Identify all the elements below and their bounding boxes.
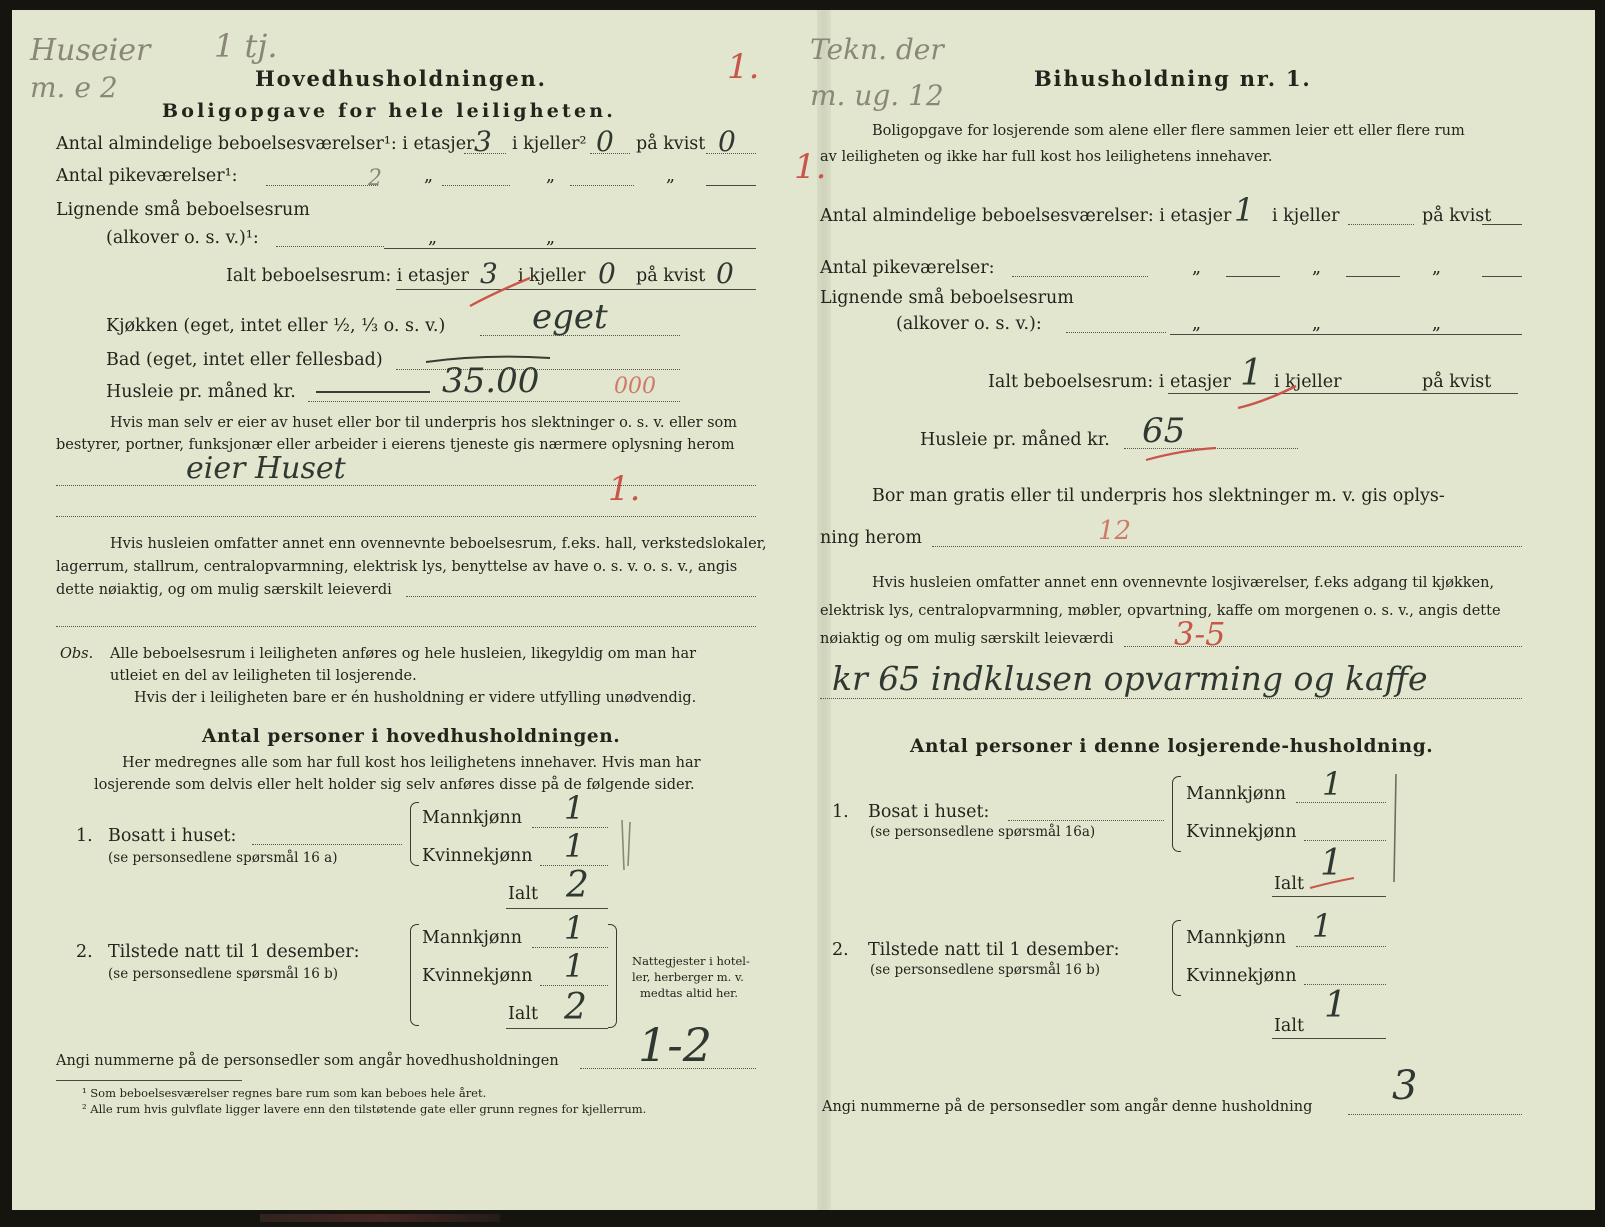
right-label-kvinne: Kvinnekjønn bbox=[1186, 966, 1297, 986]
value-owner-red: 1. bbox=[608, 469, 641, 509]
obs-text-2: utleiet en del av leiligheten til losjerende. bbox=[110, 668, 417, 684]
q1-ialt-value: 2 bbox=[566, 865, 589, 906]
right-label-mann: Mannkjønn bbox=[1186, 928, 1287, 948]
value-total-etasjer: 3 bbox=[480, 257, 498, 290]
right-label-rooms-kvist: på kvist bbox=[1422, 206, 1492, 226]
red-tick-mark bbox=[466, 272, 536, 312]
label-kvinne: Kvinnekjønn bbox=[422, 966, 533, 986]
left-title: Hovedhusholdningen. bbox=[255, 66, 547, 91]
value-rent-pencil: 000 bbox=[614, 374, 656, 399]
rent-dash-stroke bbox=[314, 382, 434, 402]
right-value-rent: 65 bbox=[1142, 411, 1186, 451]
label-rent: Husleie pr. måned kr. bbox=[106, 382, 296, 402]
owner-text-1: Hvis man selv er eier av huset eller bor til underpris hos slektninger o. s. v. eller som bbox=[110, 415, 738, 431]
right-includes-red: 3-5 bbox=[1174, 615, 1226, 653]
label-rooms: Antal almindelige beboelsesværelser¹: i etasjer bbox=[56, 134, 475, 154]
q1-ref: (se personsedlene spørsmål 16 a) bbox=[108, 850, 338, 866]
right-label-rooms: Antal almindelige beboelsesværelser: i etasjer bbox=[820, 206, 1232, 226]
label-total-kvist: på kvist bbox=[636, 266, 706, 286]
gratis-text-2: ning herom bbox=[820, 528, 923, 548]
value-rooms-kvist: 0 bbox=[718, 125, 736, 158]
q2-ialt-value: 2 bbox=[564, 987, 587, 1028]
right-q1-ialt-value: 1 bbox=[1320, 843, 1343, 884]
brace bbox=[1172, 920, 1181, 996]
right-label-total: Ialt beboelsesrum: i etasjer bbox=[988, 372, 1231, 392]
value-rent: 35.00 bbox=[442, 361, 540, 401]
footnote-2: ² Alle rum hvis gulvflate ligger lavere enn den tilstøtende gate eller grunn regnes for kjellerrum. bbox=[82, 1102, 647, 1116]
includes-text-2: lagerrum, stallrum, centralopvarmning, elektrisk lys, benyttelse av have o. s. v. o. s. v., angis bbox=[56, 559, 738, 575]
value-maid-etasjer: 2 bbox=[368, 166, 382, 191]
label-maid-rooms: Antal pikeværelser¹: bbox=[56, 166, 238, 186]
right-q1-label: Bosat i huset: bbox=[868, 802, 990, 822]
obs-text-1: Alle beboelsesrum i leiligheten anføres og hele husleien, likegyldig om man har bbox=[110, 646, 697, 662]
includes-text-1: Hvis husleien omfatter annet enn ovennevnte beboelsesrum, f.eks. hall, verkstedslokaler, bbox=[110, 536, 767, 552]
right-label-mann: Mannkjønn bbox=[1186, 784, 1287, 804]
right-includes-value: kr 65 indklusen opvarming og kaffe bbox=[832, 659, 1428, 698]
red-tick-mark bbox=[1234, 378, 1304, 414]
right-label-rooms-kjeller: i kjeller bbox=[1272, 206, 1340, 226]
value-total-kjeller: 0 bbox=[598, 257, 616, 290]
right-includes-2: elektrisk lys, centralopvarmning, møbler, opvartning, kaffe om morgenen o. s. v., angis dette bbox=[820, 603, 1501, 619]
note-line-2: ler, herberger m. v. bbox=[632, 970, 744, 984]
label-small-rooms: Lignende små beboelsesrum bbox=[56, 200, 310, 220]
footnote-1: ¹ Som beboelsesværelser regnes bare rum som kan beboes hele året. bbox=[82, 1086, 487, 1100]
left-subtitle: Boligopgave for hele leiligheten. bbox=[162, 100, 617, 122]
top-note-tj: 1 tj. bbox=[214, 27, 278, 65]
value-kitchen: eget bbox=[532, 297, 608, 337]
ditto-mark: „ bbox=[546, 166, 556, 186]
right-value-total-etasjer: 1 bbox=[1240, 353, 1263, 394]
right-q2-mann-value: 1 bbox=[1312, 907, 1333, 945]
intro-text-1: Boligopgave for losjerende som alene eller flere sammen leier ett eller flere rum bbox=[872, 123, 1465, 139]
label-kitchen: Kjøkken (eget, intet eller ½, ⅓ o. s. v.) bbox=[106, 316, 446, 336]
right-includes-3: nøiaktig og om mulig særskilt leieværdi bbox=[820, 631, 1114, 647]
ditto-mark: „ bbox=[666, 166, 676, 186]
ditto-mark: „ bbox=[1432, 258, 1442, 278]
right-label-alcoves: (alkover o. s. v.): bbox=[896, 314, 1042, 334]
ditto-mark: „ bbox=[424, 166, 434, 186]
obs-label: Obs. bbox=[60, 646, 94, 662]
value-total-kvist: 0 bbox=[716, 257, 734, 290]
q1-kvinne-value: 1 bbox=[564, 827, 585, 865]
right-label-kvinne: Kvinnekjønn bbox=[1186, 822, 1297, 842]
red-underline-mark bbox=[1142, 444, 1222, 466]
obs-text-3: Hvis der i leiligheten bare er én husholdning er videre utfylling unødvendig. bbox=[134, 690, 697, 706]
right-margin-red: 1. bbox=[794, 147, 827, 187]
label-alcoves: (alkover o. s. v.)¹: bbox=[106, 228, 259, 248]
label-kvinne: Kvinnekjønn bbox=[422, 846, 533, 866]
right-q1-ref: (se personsedlene spørsmål 16a) bbox=[870, 824, 1096, 840]
label-total-kjeller: i kjeller bbox=[518, 266, 586, 286]
ditto-mark: „ bbox=[1432, 314, 1442, 334]
right-q1-number: 1. bbox=[832, 802, 849, 822]
q2-ref: (se personsedlene spørsmål 16 b) bbox=[108, 966, 339, 982]
left-numbers-value: 1-2 bbox=[638, 1018, 713, 1072]
q1-number: 1. bbox=[76, 826, 93, 846]
ditto-mark: „ bbox=[1312, 258, 1322, 278]
top-red-mark: 1. bbox=[727, 47, 760, 87]
ditto-mark: „ bbox=[1192, 258, 1202, 278]
ditto-mark: „ bbox=[546, 228, 556, 248]
ditto-mark: „ bbox=[1312, 314, 1322, 334]
label-total-rooms: Ialt beboelsesrum: i etasjer bbox=[226, 266, 469, 286]
value-owner: eier Huset bbox=[186, 451, 346, 486]
q1-label: Bosatt i huset: bbox=[108, 826, 237, 846]
ditto-mark: „ bbox=[428, 228, 438, 248]
q2-mann-value: 1 bbox=[564, 909, 585, 947]
left-numbers-label: Angi nummerne på de personsedler som angår hovedhusholdningen bbox=[56, 1053, 559, 1069]
pencil-check bbox=[616, 816, 636, 876]
right-q2-number: 2. bbox=[832, 940, 849, 960]
label-ialt: Ialt bbox=[508, 1004, 538, 1024]
label-mann: Mannkjønn bbox=[422, 928, 523, 948]
red-underline-mark bbox=[1308, 874, 1358, 894]
right-label-ialt: Ialt bbox=[1274, 874, 1304, 894]
right-label-maid: Antal pikeværelser: bbox=[820, 258, 995, 278]
right-numbers-label: Angi nummerne på de personsedler som angår denne husholdning bbox=[822, 1099, 1313, 1115]
right-label-ialt: Ialt bbox=[1274, 1016, 1304, 1036]
census-form-sheet bbox=[12, 10, 1595, 1210]
gratis-red-note: 12 bbox=[1098, 516, 1132, 546]
brace bbox=[410, 924, 419, 1026]
bottom-edge-strip bbox=[260, 1214, 500, 1222]
right-title: Bihusholdning nr. 1. bbox=[1034, 66, 1312, 91]
right-margin-note-1: Tekn. der bbox=[810, 33, 944, 66]
right-label-small: Lignende små beboelsesrum bbox=[820, 288, 1074, 308]
label-bath: Bad (eget, intet eller fellesbad) bbox=[106, 350, 383, 370]
persons-text-2: losjerende som delvis eller helt holder sig selv anføres disse på de følgende sider. bbox=[94, 777, 695, 793]
label-mann: Mannkjønn bbox=[422, 808, 523, 828]
q2-number: 2. bbox=[76, 942, 93, 962]
right-label-total-kvist: på kvist bbox=[1422, 372, 1492, 392]
right-label-total-kjeller: i kjeller bbox=[1274, 372, 1342, 392]
right-value-rooms-etasjer: 1 bbox=[1234, 191, 1255, 229]
right-numbers-value: 3 bbox=[1392, 1063, 1418, 1109]
right-margin-note-2: m. ug. 12 bbox=[810, 79, 944, 112]
right-q2-ialt-value: 1 bbox=[1324, 985, 1347, 1026]
label-ialt: Ialt bbox=[508, 884, 538, 904]
includes-text-3: dette nøiaktig, og om mulig særskilt leieverdi bbox=[56, 582, 392, 598]
right-includes-1: Hvis husleien omfatter annet enn ovennevnte losjiværelser, f.eks adgang til kjøkken, bbox=[872, 575, 1495, 591]
margin-note-huseier: Huseier bbox=[30, 33, 151, 68]
right-q2-ref: (se personsedlene spørsmål 16 b) bbox=[870, 962, 1101, 978]
brace bbox=[1172, 776, 1181, 852]
label-rooms-kjeller: i kjeller² bbox=[512, 134, 587, 154]
brace bbox=[410, 802, 419, 866]
value-rooms-etasjer: 3 bbox=[474, 125, 492, 158]
q2-kvinne-value: 1 bbox=[564, 947, 585, 985]
right-label-rent: Husleie pr. måned kr. bbox=[920, 430, 1110, 450]
q2-label: Tilstede natt til 1 desember: bbox=[108, 942, 360, 962]
label-rooms-kvist: på kvist bbox=[636, 134, 706, 154]
ditto-mark: „ bbox=[1192, 314, 1202, 334]
right-persons-title: Antal personer i denne losjerende-husholdning. bbox=[910, 736, 1434, 757]
margin-note-me2: m. e 2 bbox=[30, 71, 118, 104]
persons-text-1: Her medregnes alle som har full kost hos leilighetens innehaver. Hvis man har bbox=[122, 755, 701, 771]
pencil-check bbox=[1388, 770, 1404, 890]
left-persons-title: Antal personer i hovedhusholdningen. bbox=[202, 726, 621, 747]
gratis-text-1: Bor man gratis eller til underpris hos slektninger m. v. gis oplys- bbox=[872, 486, 1445, 506]
note-line-1: Nattegjester i hotel- bbox=[632, 954, 750, 968]
owner-text-2: bestyrer, portner, funksjonær eller arbeider i eierens tjeneste gis nærmere oplysning herom bbox=[56, 437, 735, 453]
q1-mann-value: 1 bbox=[564, 789, 585, 827]
value-rooms-kjeller: 0 bbox=[596, 125, 614, 158]
right-q1-mann-value: 1 bbox=[1322, 765, 1343, 803]
note-line-3: medtas altid her. bbox=[640, 986, 739, 1000]
intro-text-2: av leiligheten og ikke har full kost hos leilighetens innehaver. bbox=[820, 149, 1273, 165]
right-brace bbox=[608, 924, 617, 1028]
right-q2-label: Tilstede natt til 1 desember: bbox=[868, 940, 1120, 960]
